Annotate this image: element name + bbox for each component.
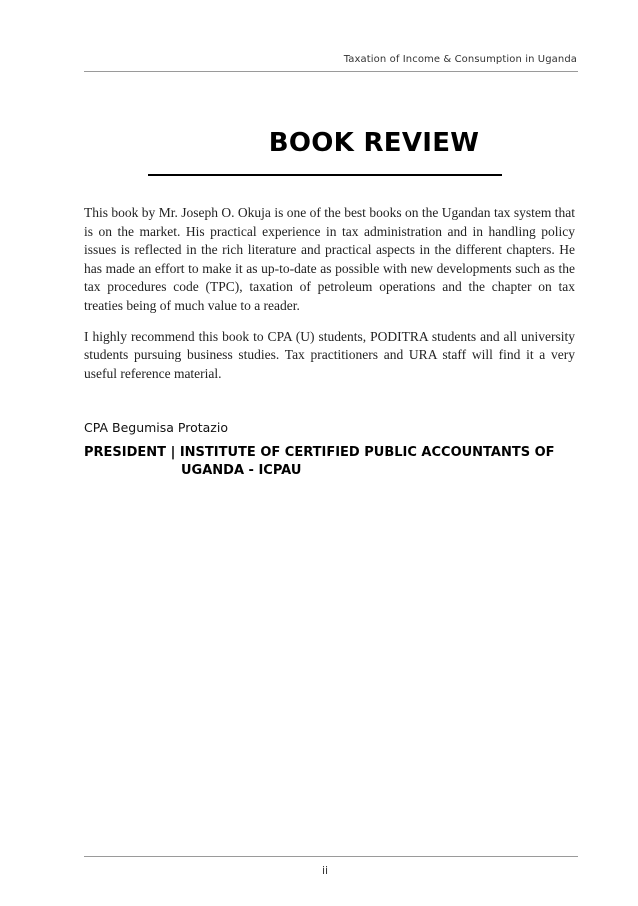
review-body <box>84 204 575 395</box>
signatory-title-line-2: UGANDA - ICPAU <box>181 462 302 478</box>
signatory-name: CPA Begumisa Protazio <box>84 420 228 435</box>
page-title: BOOK REVIEW <box>268 128 480 158</box>
footer-rule <box>84 856 578 857</box>
review-paragraph-2: I highly recommend this book to CPA (U) students, PODITRA students and all university students pursuing business studies. Tax practitioners and URA staff will find it a very useful reference material. <box>84 328 575 381</box>
signatory-title-line-1: PRESIDENT | INSTITUTE OF CERTIFIED PUBLIC ACCOUNTANTS OF <box>84 445 555 460</box>
running-header: Taxation of Income & Consumption in Uganda <box>343 54 577 65</box>
signatory-title <box>84 444 584 479</box>
review-paragraph-1: This book by Mr. Joseph O. Okuja is one of the best books on the Ugandan tax system that is on the market. His practical experience in tax administration and in handling policy issues is reflected in the rich literature and practical aspects in the different chapters. He has made an effort to make it as up-to-date as possible with new developments such as the tax procedures code (TPC), taxation of petroleum operations and the chapter on tax treaties being of much value to a reader. <box>84 205 575 313</box>
page-number: ii <box>321 864 329 877</box>
title-underline <box>148 174 502 176</box>
header-rule <box>84 71 578 72</box>
